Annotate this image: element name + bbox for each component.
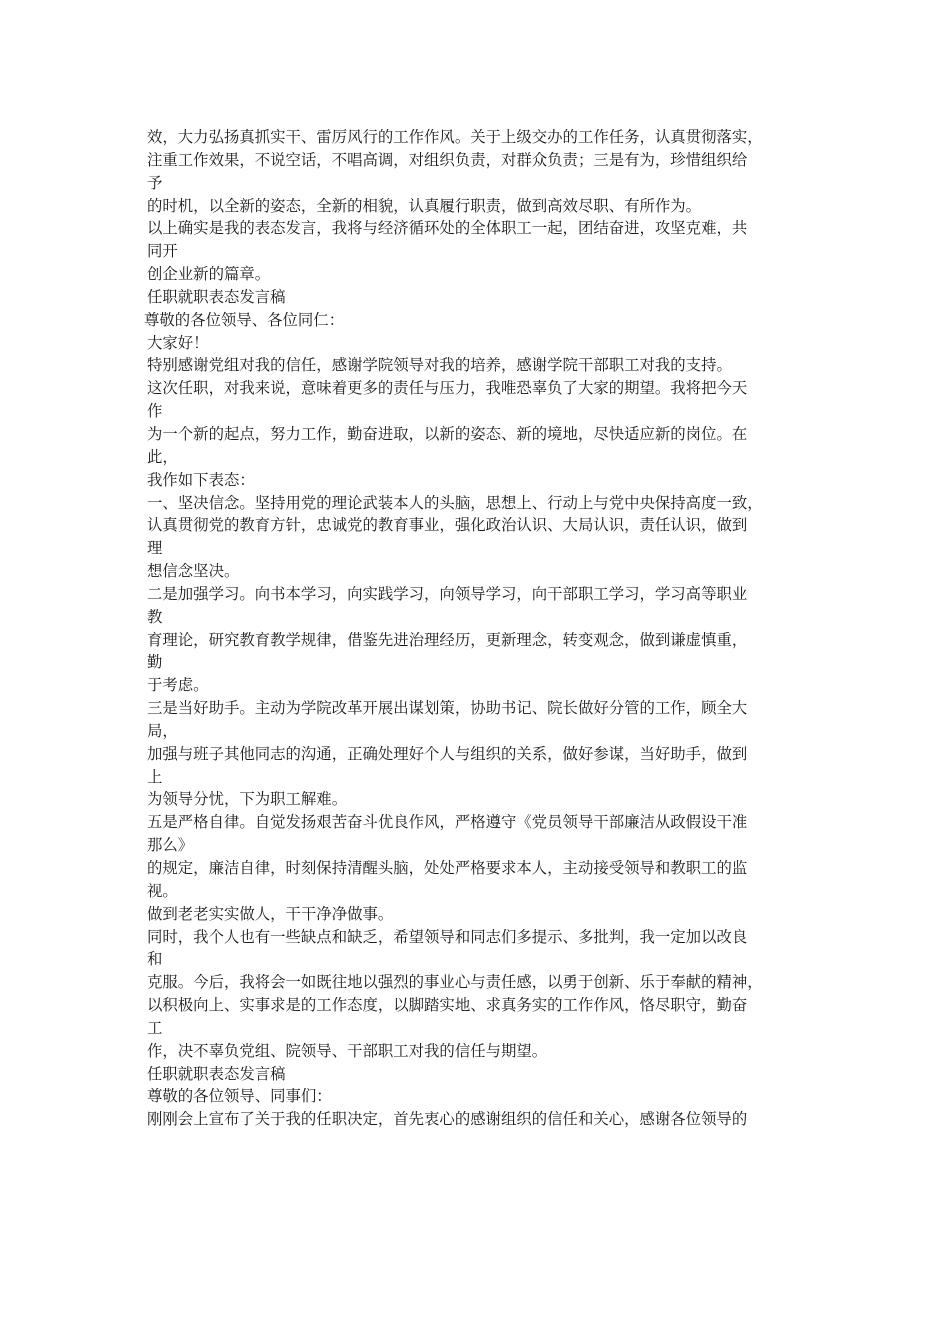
salutation: 尊敬的各位领导、各位同仁： — [144, 310, 345, 329]
text-line: 于考虑。 — [147, 676, 209, 695]
text-line: 局， — [147, 721, 178, 740]
text-line: 一、坚决信念。坚持用党的理论武装本人的头脑，思想上、行动上与党中央保持高度一致， — [147, 493, 763, 512]
text-line: 做到老老实实做人，干干净净做事。 — [147, 904, 394, 923]
text-line: 三是当好助手。主动为学院改革开展出谋划策，协助书记、院长做好分管的工作，顾全大 — [147, 699, 748, 718]
text-line: 作，决不辜负党组、院领导、干部职工对我的信任与期望。 — [147, 1041, 548, 1060]
text-line: 工 — [147, 1018, 163, 1037]
text-line: 这次任职，对我来说，意味着更多的责任与压力，我唯恐辜负了大家的期望。我将把今天 — [147, 379, 748, 398]
text-line: 同时，我个人也有一些缺点和缺乏，希望领导和同志们多提示、多批判，我一定加以改良 — [147, 927, 748, 946]
text-line: 同开 — [147, 242, 178, 261]
text-line: 我作如下表态： — [147, 470, 255, 489]
text-line: 注重工作效果，不说空话，不唱高调，对组织负责，对群众负责；三是有为，珍惜组织给 — [147, 150, 748, 169]
text-line: 加强与班子其他同志的沟通，正确处理好个人与组织的关系，做好参谋，当好助手，做到 — [147, 744, 748, 763]
text-line: 特别感谢党组对我的信任，感谢学院领导对我的培养，感谢学院干部职工对我的支持。 — [147, 356, 732, 375]
text-line: 效，大力弘扬真抓实干、雷厉风行的工作作风。关于上级交办的工作任务，认真贯彻落实， — [147, 128, 763, 146]
text-line: 想信念坚决。 — [147, 562, 240, 581]
text-line: 那么》 — [147, 836, 194, 855]
text-line: 为领导分忧，下为职工解难。 — [147, 790, 348, 809]
greeting: 大家好！ — [147, 333, 209, 352]
text-line: 的时机，以全新的姿态，全新的相貌，认真履行职责，做到高效尽职、有所作为。 — [147, 196, 702, 215]
text-line: 作 — [147, 402, 163, 421]
text-line: 以上确实是我的表态发言，我将与经济循环处的全体职工一起，团结奋进，攻坚克难，共 — [147, 219, 748, 238]
text-line: 克服。今后，我将会一如既往地以强烈的事业心与责任感，以勇于创新、乐于奉献的精神， — [147, 973, 763, 992]
text-line: 此， — [147, 447, 178, 466]
section-title: 任职就职表态发言稿 — [147, 1064, 286, 1083]
salutation: 尊敬的各位领导、同事们： — [147, 1087, 332, 1106]
text-line: 上 — [147, 767, 163, 786]
text-line: 和 — [147, 950, 163, 969]
text-line: 认真贯彻党的教育方针，忠诚党的教育事业，强化政治认识、大局认识，责任认识，做到 — [147, 516, 748, 535]
text-line: 理 — [147, 539, 163, 558]
text-line: 以积极向上、实事求是的工作态度，以脚踏实地、求真务实的工作作风，恪尽职守，勤奋 — [147, 996, 748, 1015]
text-line: 予 — [147, 173, 163, 192]
text-line: 视。 — [147, 881, 178, 900]
text-line: 教 — [147, 607, 163, 626]
text-line: 刚刚会上宣布了关于我的任职决定，首先衷心的感谢组织的信任和关心，感谢各位领导的 — [147, 1110, 748, 1129]
text-line: 为一个新的起点，努力工作，勤奋进取，以新的姿态、新的境地，尽快适应新的岗位。在 — [147, 424, 748, 443]
text-line: 的规定，廉洁自律，时刻保持清醒头脑，处处严格要求本人，主动接受领导和教职工的监 — [147, 859, 748, 877]
document-body — [144, 126, 817, 1131]
text-line: 育理论，研究教育教学规律，借鉴先进治理经历，更新理念，转变观念，做到谦虚慎重， — [147, 630, 748, 649]
text-line: 二是加强学习。向书本学习，向实践学习，向领导学习，向干部职工学习，学习高等职业 — [147, 584, 748, 603]
section-title: 任职就职表态发言稿 — [147, 287, 286, 306]
text-line: 创企业新的篇章。 — [147, 265, 271, 284]
text-line: 勤 — [147, 653, 163, 672]
text-line: 五是严格自律。自觉发扬艰苦奋斗优良作风，严格遵守《党员领导干部廉洁从政假设干准 — [147, 813, 748, 832]
